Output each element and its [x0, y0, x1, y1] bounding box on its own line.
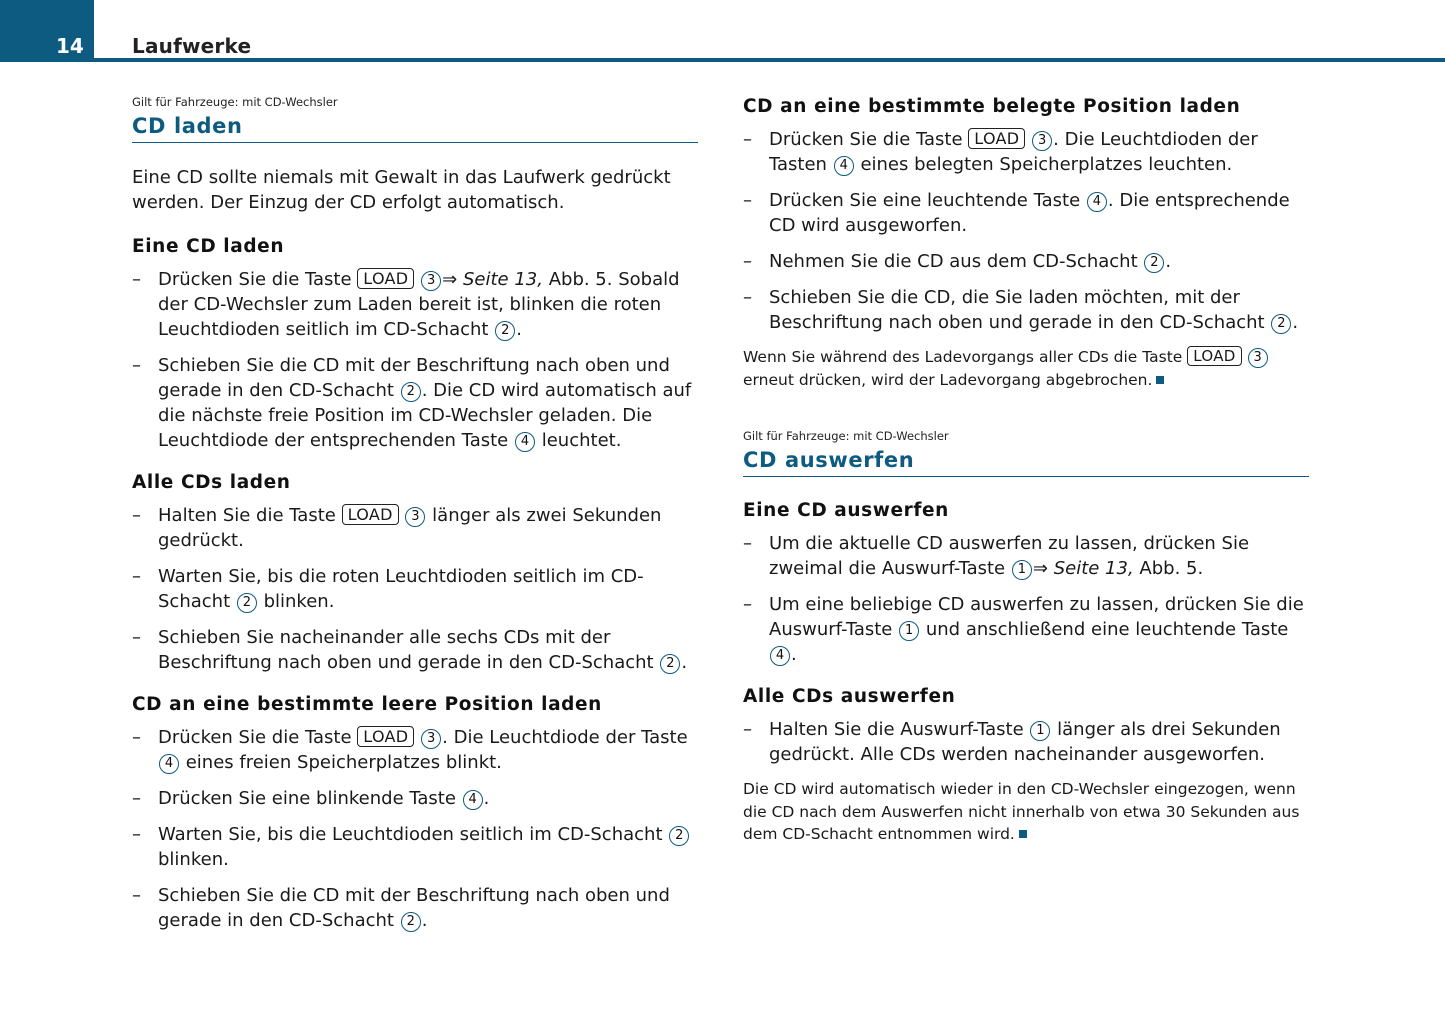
arrow-icon: ⇒	[442, 269, 458, 290]
intro-paragraph: Eine CD sollte niemals mit Gewalt in das Laufwerk gedrückt werden. Der Einzug der CD erfolgt automatisch.	[132, 167, 671, 213]
list-item: – Halten Sie die Taste LOAD 3 länger als zwei Sekunden gedrückt.	[132, 503, 698, 553]
list-item: – Warten Sie, bis die Leuchtdioden seitlich im CD-Schacht 2 blinken.	[132, 822, 698, 872]
section-title-cd-auswerfen: CD auswerfen	[743, 447, 1309, 477]
load-key-icon: LOAD	[342, 504, 399, 525]
note-load-abort: Wenn Sie während des Ladevorgangs aller CDs die Taste LOAD 3 erneut drücken, wird der Ladevorgang abgebrochen.	[743, 346, 1309, 391]
callout-4-icon: 4	[770, 646, 790, 666]
header-rule	[94, 58, 1445, 62]
subheading-alle-cds-laden: Alle CDs laden	[132, 472, 291, 493]
callout-3-icon: 3	[421, 729, 441, 749]
end-marker-icon	[1019, 830, 1027, 838]
callout-2-icon: 2	[401, 382, 421, 402]
page-number	[0, 0, 94, 62]
callout-2-icon: 2	[237, 593, 257, 613]
callout-2-icon: 2	[401, 912, 421, 932]
list-item: – Halten Sie die Auswurf-Taste 1 länger als drei Sekunden gedrückt. Alle CDs werden nacheinander ausgeworfen.	[743, 717, 1309, 767]
list-item: – Drücken Sie die Taste LOAD 3 . Die Leuchtdioden der Tasten 4 eines belegten Speicherplatzes leuchten.	[743, 127, 1309, 177]
subheading-belegte-position: CD an eine bestimmte belegte Position laden	[743, 96, 1241, 117]
page-number-text: 14	[56, 34, 84, 58]
callout-1-icon: 1	[899, 621, 919, 641]
callout-4-icon: 4	[1087, 192, 1107, 212]
callout-4-icon: 4	[463, 790, 483, 810]
steps-eine-cd-auswerfen	[743, 531, 1309, 667]
list-item: – Schieben Sie die CD, die Sie laden möchten, mit der Beschriftung nach oben und gerade in den CD-Schacht 2 .	[743, 285, 1309, 335]
list-item: – Drücken Sie die Taste LOAD 3 . Die Leuchtdiode der Taste 4 eines freien Speicherplatzes blinkt.	[132, 725, 698, 775]
page-reference: Seite 13,	[462, 269, 543, 290]
load-key-icon: LOAD	[968, 128, 1025, 149]
section-cd-auswerfen	[743, 429, 1309, 846]
list-item: – Um eine beliebige CD auswerfen zu lassen, drücken Sie die Auswurf-Taste 1 und anschließend eine leuchtende Taste 4 .	[743, 592, 1309, 667]
list-item: – Nehmen Sie die CD aus dem CD-Schacht 2 .	[743, 249, 1309, 274]
subheading-alle-cds-auswerfen: Alle CDs auswerfen	[743, 686, 956, 707]
callout-3-icon: 3	[421, 271, 441, 291]
callout-2-icon: 2	[495, 321, 515, 341]
load-key-icon: LOAD	[1187, 346, 1241, 366]
callout-2-icon: 2	[1144, 253, 1164, 273]
list-item: – Um die aktuelle CD auswerfen zu lassen, drücken Sie zweimal die Auswurf-Taste 1 ⇒ Seite 13, Abb. 5.	[743, 531, 1309, 581]
steps-leere-position	[132, 725, 698, 933]
left-column	[132, 95, 698, 944]
applicability-note: Gilt für Fahrzeuge: mit CD-Wechsler	[743, 429, 949, 443]
load-key-icon: LOAD	[357, 268, 414, 289]
arrow-icon: ⇒	[1032, 558, 1048, 579]
list-item: – Drücken Sie eine blinkende Taste 4 .	[132, 786, 698, 811]
subheading-leere-position: CD an eine bestimmte leere Position laden	[132, 694, 602, 715]
callout-1-icon: 1	[1030, 721, 1050, 741]
list-item: – Schieben Sie die CD mit der Beschriftung nach oben und gerade in den CD-Schacht 2 .	[132, 883, 698, 933]
chapter-title: Laufwerke	[132, 34, 252, 58]
list-item: – Drücken Sie die Taste LOAD 3 ⇒ Seite 13, Abb. 5. Sobald der CD-Wechsler zum Laden bereit ist, blinken die roten Leuchtdioden seitlich im CD-Schacht 2 .	[132, 267, 698, 342]
callout-2-icon: 2	[1271, 314, 1291, 334]
callout-3-icon: 3	[1248, 348, 1268, 368]
steps-alle-cds-auswerfen	[743, 717, 1309, 767]
callout-4-icon: 4	[515, 432, 535, 452]
steps-belegte-position	[743, 127, 1309, 335]
callout-1-icon: 1	[1012, 560, 1032, 580]
callout-2-icon: 2	[660, 654, 680, 674]
right-column	[743, 95, 1309, 846]
steps-eine-cd-laden	[132, 267, 698, 453]
list-item: – Drücken Sie eine leuchtende Taste 4 . Die entsprechende CD wird ausgeworfen.	[743, 188, 1309, 238]
callout-4-icon: 4	[159, 754, 179, 774]
callout-4-icon: 4	[834, 156, 854, 176]
list-item: – Schieben Sie nacheinander alle sechs CDs mit der Beschriftung nach oben und gerade in den CD-Schacht 2 .	[132, 625, 698, 675]
list-item: – Warten Sie, bis die roten Leuchtdioden seitlich im CD-Schacht 2 blinken.	[132, 564, 698, 614]
note-auto-reload: Die CD wird automatisch wieder in den CD-Wechsler eingezogen, wenn die CD nach dem Auswerfen nicht innerhalb von etwa 30 Sekunden aus dem CD-Schacht entnommen wird.	[743, 780, 1300, 843]
subheading-eine-cd-laden: Eine CD laden	[132, 236, 285, 257]
list-item: – Schieben Sie die CD mit der Beschriftung nach oben und gerade in den CD-Schacht 2 . Die CD wird automatisch auf die nächste freie Position im CD-Wechsler geladen. Die Leuchtdiode der entsprechenden Taste 4 leuchtet.	[132, 353, 698, 453]
page-reference: Seite 13,	[1053, 558, 1134, 579]
steps-alle-cds-laden	[132, 503, 698, 675]
callout-3-icon: 3	[405, 507, 425, 527]
load-key-icon: LOAD	[357, 726, 414, 747]
callout-3-icon: 3	[1032, 131, 1052, 151]
applicability-note: Gilt für Fahrzeuge: mit CD-Wechsler	[132, 95, 338, 109]
callout-2-icon: 2	[669, 826, 689, 846]
section-title-cd-laden: CD laden	[132, 113, 698, 143]
end-marker-icon	[1156, 376, 1164, 384]
subheading-eine-cd-auswerfen: Eine CD auswerfen	[743, 500, 949, 521]
